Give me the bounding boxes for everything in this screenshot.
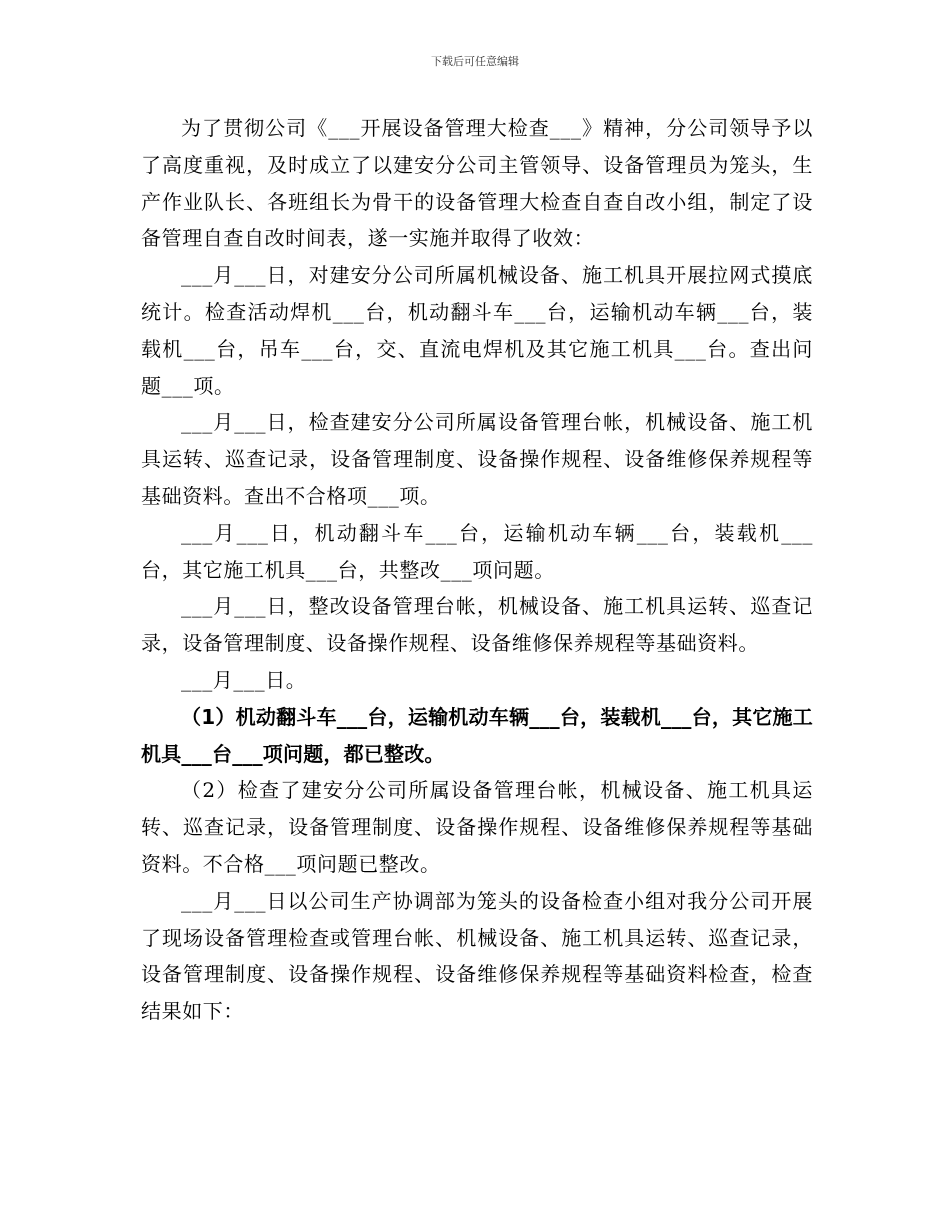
paragraph-item-1: （1）机动翻斗车___台，运输机动车辆___台，装载机___台，其它施工机具___台___项问题，都已整改。 bbox=[141, 704, 813, 766]
paragraph-date: ___月___日。 bbox=[181, 667, 307, 692]
page-header-note: 下载后可任意编辑 bbox=[431, 55, 519, 68]
paragraph-survey: ___月___日，对建安分公司所属机械设备、施工机具开展拉网式摸底统计。检查活动焊机___台，机动翻斗车___台，运输机动车辆___台，装载机___台，吊车___台，交、直流电焊机及其它施工机具___台。查出问题___项。 bbox=[141, 263, 813, 398]
document-body bbox=[141, 110, 813, 1030]
paragraph-inspection: ___月___日，检查建安分公司所属设备管理台帐，机械设备、施工机具运转、巡查记录，设备管理制度、设备操作规程、设备维修保养规程等基础资料。查出不合格项___项。 bbox=[141, 410, 813, 508]
paragraph-rectification-equipment: ___月___日，机动翻斗车___台，运输机动车辆___台，装载机___台，其它施工机具___台，共整改___项问题。 bbox=[141, 520, 813, 582]
paragraph-intro: 为了贯彻公司《___开展设备管理大检查___》精神，分公司领导予以了高度重视，及时成立了以建安分公司主管领导、设备管理员为笼头，生产作业队长、各班组长为骨干的设备管理大检查自查自改小组，制定了设备管理自查自改时间表，遂一实施并取得了收效： bbox=[141, 116, 813, 251]
paragraph-rectification-records: ___月___日，整改设备管理台帐，机械设备、施工机具运转、巡查记录，设备管理制度、设备操作规程、设备维修保养规程等基础资料。 bbox=[141, 594, 813, 656]
paragraph-company-inspection: ___月___日以公司生产协调部为笼头的设备检查小组对我分公司开展了现场设备管理检查或管理台帐、机械设备、施工机具运转、巡查记录，设备管理制度、设备操作规程、设备维修保养规程等基础资料检查，检查结果如下： bbox=[141, 888, 813, 1024]
paragraph-item-2: （2）检查了建安分公司所属设备管理台帐，机械设备、施工机具运转、巡查记录，设备管理制度、设备操作规程、设备维修保养规程等基础资料。不合格___项问题已整改。 bbox=[141, 778, 813, 876]
